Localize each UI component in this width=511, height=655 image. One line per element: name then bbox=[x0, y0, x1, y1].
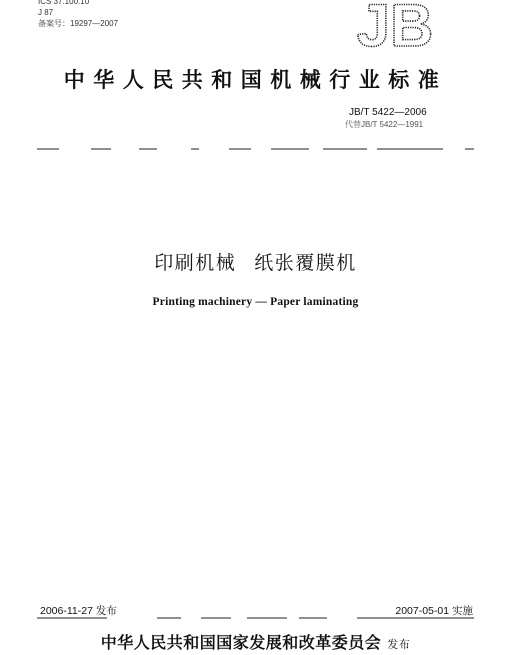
issuer-suffix: 发布 bbox=[387, 638, 411, 651]
category-code: J 87 bbox=[38, 8, 54, 17]
filing-number: 备案号：19297—2007 bbox=[38, 19, 119, 28]
classification-block bbox=[38, 0, 118, 29]
issuer-name: 中华人民共和国国家发展和改革委员会 bbox=[100, 633, 382, 652]
document-title-english: Printing machinery — Paper laminating bbox=[152, 296, 359, 308]
issuing-body bbox=[0, 630, 511, 653]
implementation-date: 2007-05-01 实施 bbox=[395, 605, 473, 617]
top-rule-line bbox=[37, 147, 474, 151]
bottom-rule-line bbox=[37, 616, 474, 620]
jb-logo bbox=[345, 0, 445, 52]
jb-logo-text: JB bbox=[356, 0, 434, 52]
title-cn-part2: 纸张覆膜机 bbox=[254, 252, 357, 274]
replaces-standard: 代替JB/T 5422—1991 bbox=[345, 120, 424, 129]
title-cn-part1: 印刷机械 bbox=[154, 252, 237, 274]
ics-code: ICS 37.100.10 bbox=[38, 0, 90, 6]
standard-heading: 中华人民共和国机械行业标准 bbox=[63, 68, 448, 92]
document-title-chinese bbox=[0, 248, 511, 275]
standard-number: JB/T 5422—2006 bbox=[349, 107, 427, 118]
issue-date: 2006-11-27 发布 bbox=[40, 605, 117, 617]
standard-number-block bbox=[345, 107, 427, 131]
